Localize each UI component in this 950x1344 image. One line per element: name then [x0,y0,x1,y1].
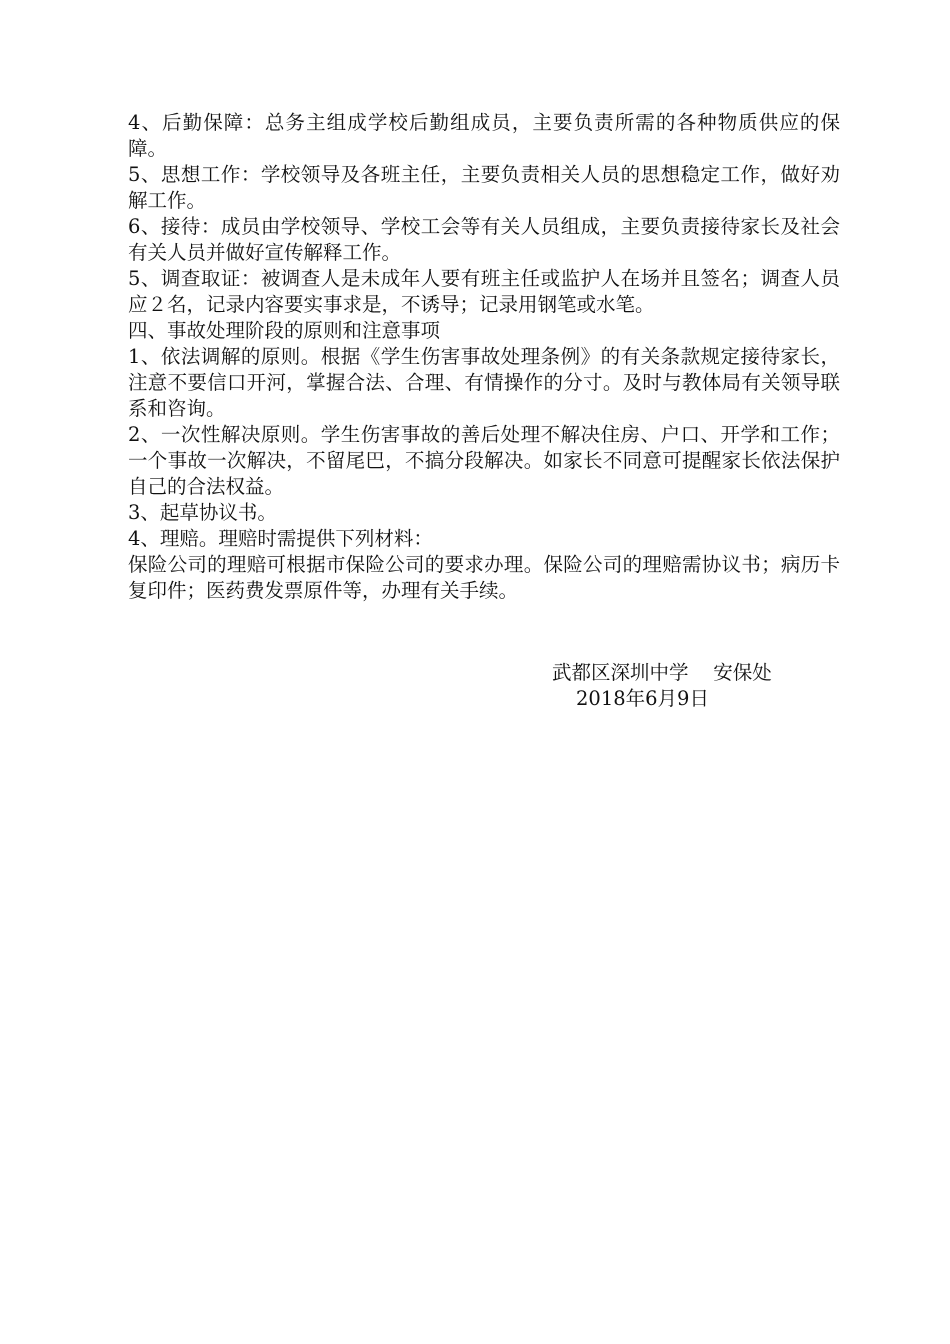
paragraph-investigation: 5、调查取证：被调查人是未成年人要有班主任或监护人在场并且签名；调查人员应２名，记录内容要实事求是，不诱导；记录用钢笔或水笔。 [128,267,840,316]
section-heading-principles: 四、事故处理阶段的原则和注意事项 [128,319,441,342]
paragraph-reception: 6、接待：成员由学校领导、学校工会等有关人员组成，主要负责接待家长及社会有关人员并做好宣传解释工作。 [128,215,840,264]
paragraph-one-time-resolution: 2、一次性解决原则。学生伤害事故的善后处理不解决住房、户口、开学和工作；一个事故一次解决，不留尾巴，不搞分段解决。如家长不同意可提醒家长依法保护自己的合法权益。 [128,423,840,498]
paragraph-claims: 4、理赔。理赔时需提供下列材料： [128,527,433,550]
paragraph-draft-agreement: 3、起草协议书。 [128,501,277,524]
signature-block [552,660,852,712]
document-body [128,110,840,604]
signature-date: 2018年6月9日 [576,687,709,710]
signature-organization: 武都区深圳中学 安保处 [552,661,772,684]
paragraph-logistics: 4、后勤保障：总务主组成学校后勤组成员，主要负责所需的各种物质供应的保障。 [128,111,840,160]
paragraph-legal-mediation: 1、依法调解的原则。根据《学生伤害事故处理条例》的有关条款规定接待家长，注意不要信口开河，掌握合法、合理、有情操作的分寸。及时与教体局有关领导联系和咨询。 [128,345,840,420]
paragraph-ideological-work: 5、思想工作：学校领导及各班主任，主要负责相关人员的思想稳定工作，做好劝解工作。 [128,163,840,212]
paragraph-insurance: 保险公司的理赔可根据市保险公司的要求办理。保险公司的理赔需协议书；病历卡复印件；医药费发票原件等，办理有关手续。 [128,553,840,602]
